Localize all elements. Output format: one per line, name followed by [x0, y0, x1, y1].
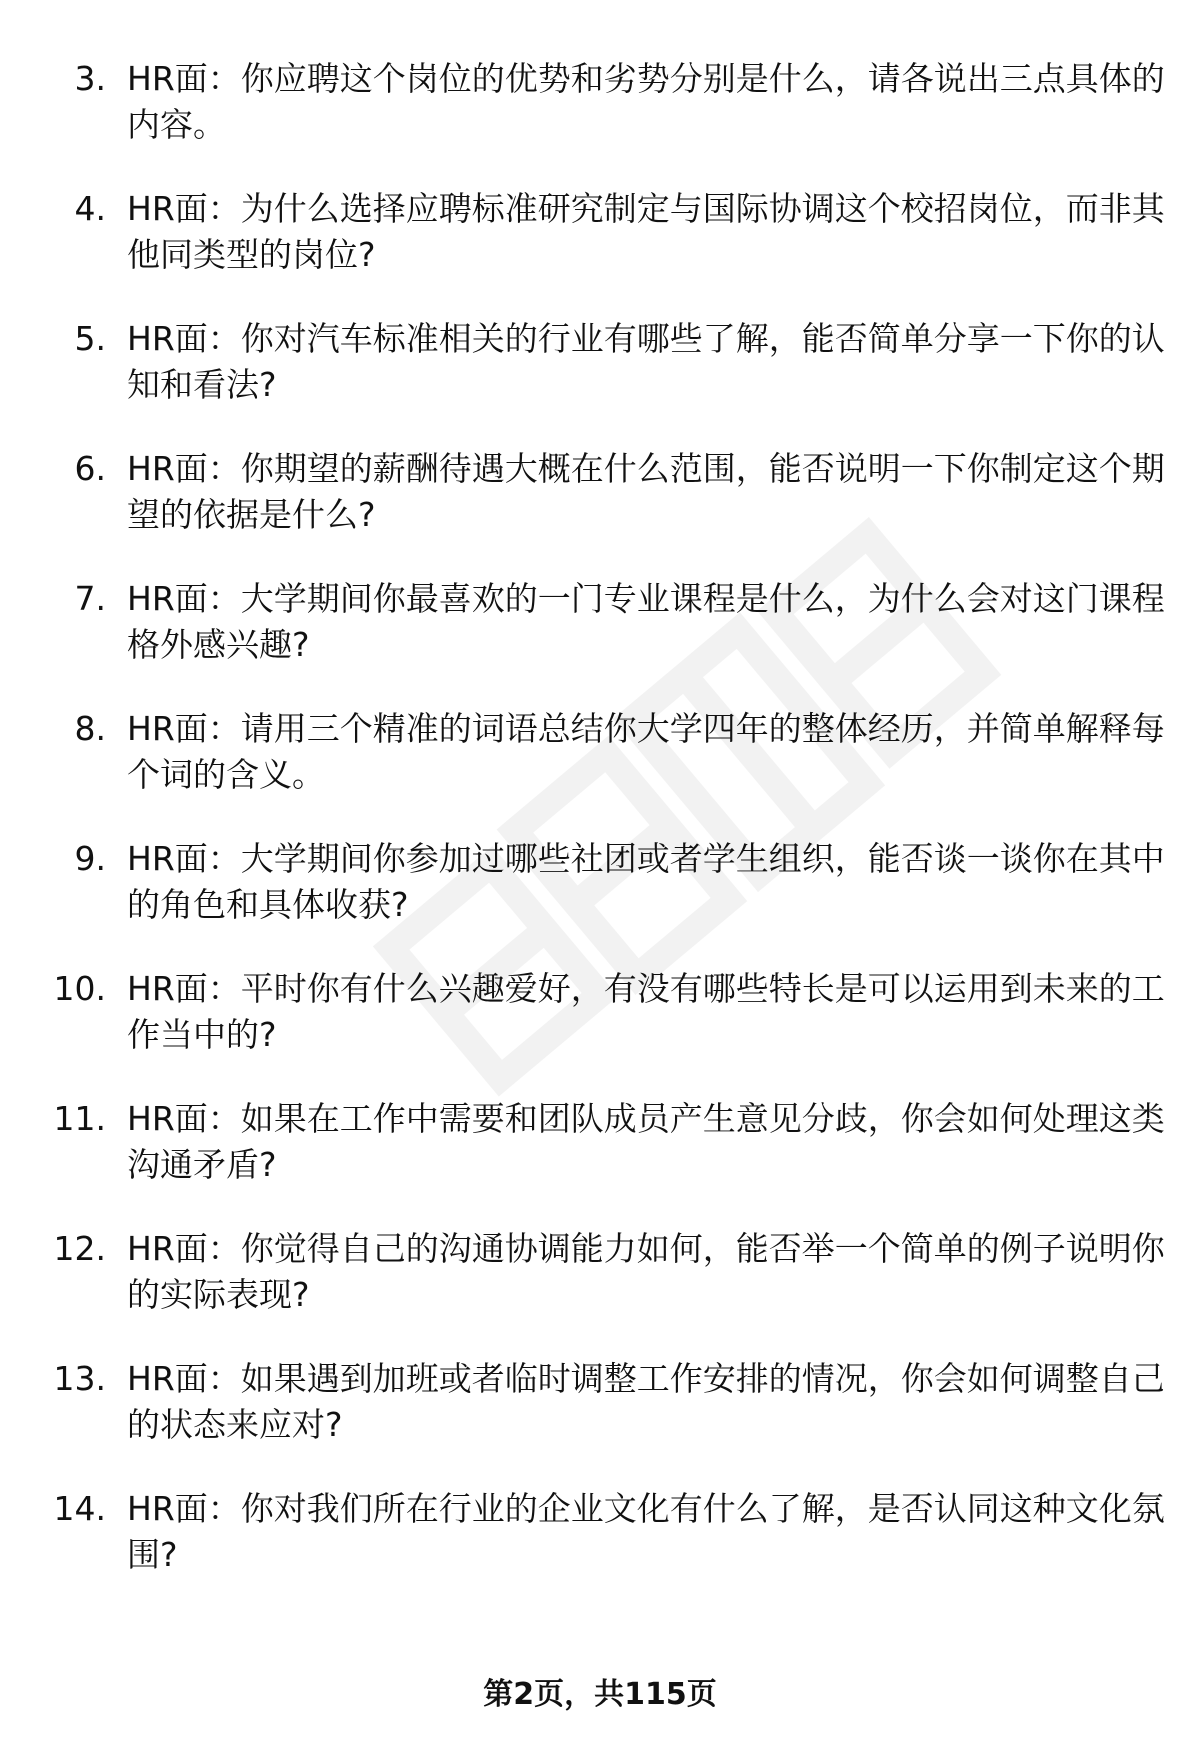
- question-number: 5.: [74, 319, 106, 358]
- question-item: [0, 1226, 1200, 1356]
- question-item: [0, 706, 1200, 836]
- question-text: HR面：你觉得自己的沟通协调能力如何，能否举一个简单的例子说明你的实际表现?: [127, 1229, 1165, 1314]
- question-number: 12.: [53, 1229, 106, 1268]
- question-number: 7.: [74, 579, 106, 618]
- question-item: [0, 56, 1200, 186]
- question-number: 11.: [53, 1099, 106, 1138]
- question-item: [0, 1486, 1200, 1616]
- question-text: HR面：请用三个精准的词语总结你大学四年的整体经历，并简单解释每个词的含义。: [127, 709, 1165, 794]
- question-text: HR面：如果在工作中需要和团队成员产生意见分歧，你会如何处理这类沟通矛盾?: [127, 1099, 1165, 1184]
- question-text: HR面：你对汽车标准相关的行业有哪些了解，能否简单分享一下你的认知和看法?: [127, 319, 1165, 404]
- question-item: [0, 316, 1200, 446]
- question-text: HR面：你对我们所在行业的企业文化有什么了解，是否认同这种文化氛围?: [127, 1489, 1165, 1574]
- question-text: HR面：平时你有什么兴趣爱好，有没有哪些特长是可以运用到未来的工作当中的?: [127, 969, 1165, 1054]
- question-text: HR面：大学期间你参加过哪些社团或者学生组织，能否谈一谈你在其中的角色和具体收获?: [127, 839, 1165, 924]
- question-item: [0, 966, 1200, 1096]
- question-text: HR面：你期望的薪酬待遇大概在什么范围，能否说明一下你制定这个期望的依据是什么?: [127, 449, 1165, 534]
- question-text: HR面：为什么选择应聘标准研究制定与国际协调这个校招岗位，而非其他同类型的岗位?: [127, 189, 1165, 274]
- page-number-footer: 第2页，共115页: [483, 1677, 717, 1712]
- question-text: HR面：你应聘这个岗位的优势和劣势分别是什么，请各说出三点具体的内容。: [127, 59, 1165, 144]
- question-number: 9.: [74, 839, 106, 878]
- question-text: HR面：如果遇到加班或者临时调整工作安排的情况，你会如何调整自己的状态来应对?: [127, 1359, 1165, 1444]
- question-item: [0, 1356, 1200, 1486]
- question-number: 14.: [53, 1489, 106, 1528]
- question-item: [0, 836, 1200, 966]
- question-number: 3.: [74, 59, 106, 98]
- question-item: [0, 446, 1200, 576]
- question-number: 4.: [74, 189, 106, 228]
- question-text: HR面：大学期间你最喜欢的一门专业课程是什么，为什么会对这门课程格外感兴趣?: [127, 579, 1165, 664]
- question-number: 6.: [74, 449, 106, 488]
- question-item: [0, 1096, 1200, 1226]
- question-item: [0, 576, 1200, 706]
- question-number: 10.: [53, 969, 106, 1008]
- question-number: 13.: [53, 1359, 106, 1398]
- question-number: 8.: [74, 709, 106, 748]
- question-item: [0, 186, 1200, 316]
- question-list: [0, 56, 1200, 1616]
